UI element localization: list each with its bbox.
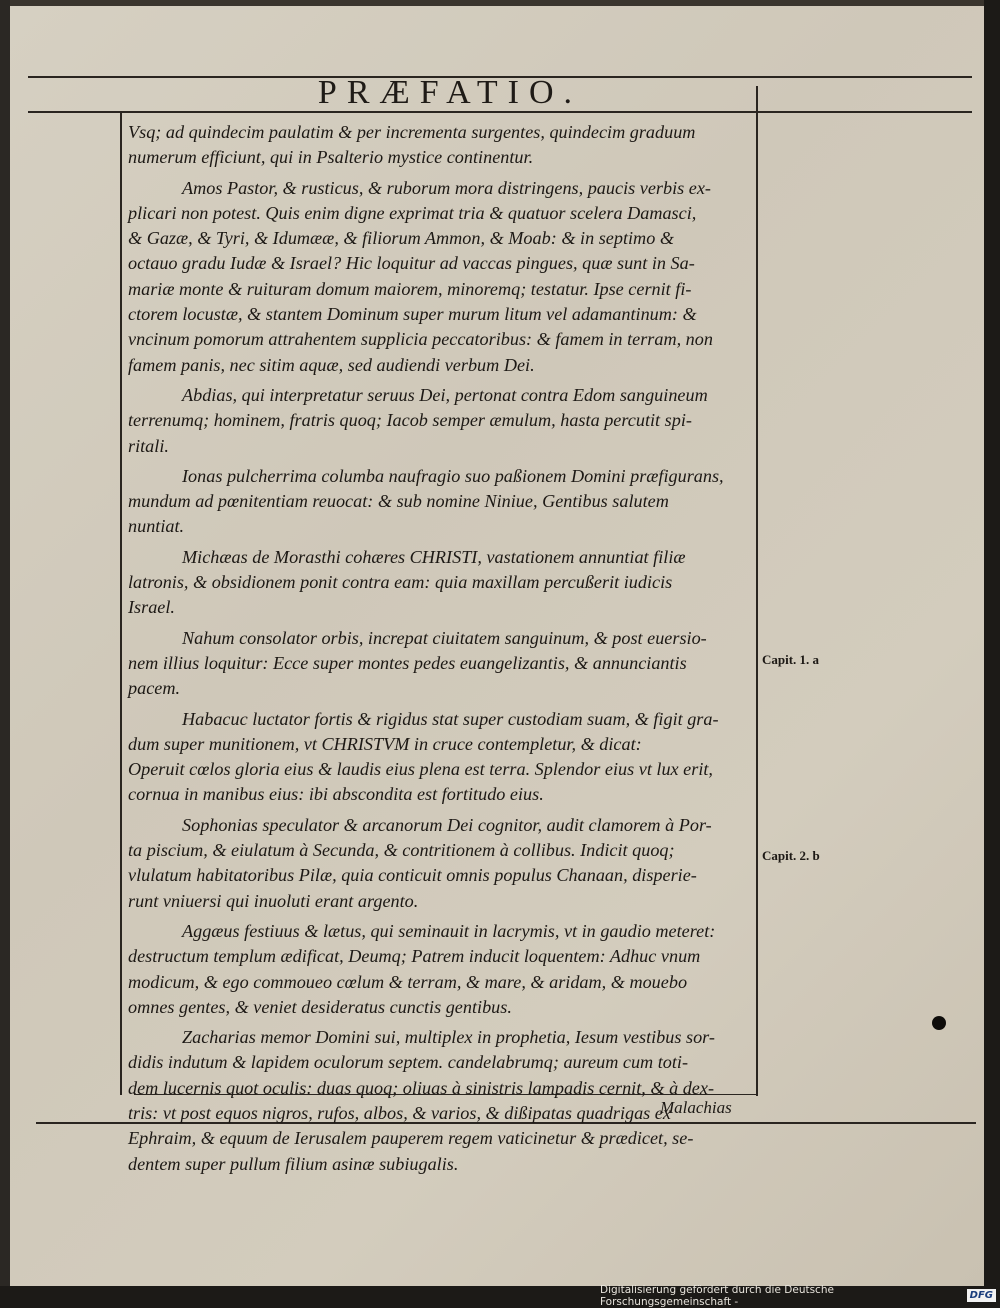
- paragraph: [128, 464, 756, 540]
- text-line: ritali.: [128, 435, 169, 456]
- text-line: mundum ad pœnitentiam reuocat: & sub nomine Niniue, Gentibus salutem: [128, 491, 669, 512]
- text-line: Abdias, qui interpretatur seruus Dei, pertonat contra Edom sanguineum: [182, 384, 708, 405]
- text-line: plicari non potest. Quis enim digne exprimat tria & quatuor scelera Damasci,: [128, 202, 697, 223]
- paragraph: [128, 707, 756, 808]
- text-line: nuntiat.: [128, 516, 185, 537]
- text-line: famem panis, nec sitim aquæ, sed audiendi verbum Dei.: [128, 354, 535, 375]
- text-line: pacem.: [128, 678, 181, 699]
- text-line: tris: vt post equos nigros, rufos, albos, & varios, & dißipatas quadrigas ex: [128, 1102, 671, 1123]
- text-line: didis indutum & lapidem oculorum septem. candelabrumq; aureum cum toti-: [128, 1052, 689, 1073]
- text-line: cornua in manibus eius: ibi abscondita est fortitudo eius.: [128, 784, 544, 805]
- text-line: dem lucernis quot oculis: duas quoq; oliuas à sinistris lampadis cernit, & à dex-: [128, 1077, 715, 1098]
- paragraph: [128, 813, 756, 914]
- binding-hole: [932, 1016, 946, 1030]
- text-line: Aggæus festiuus & lætus, qui seminauit in lacrymis, vt in gaudio meteret:: [182, 920, 716, 941]
- text-line: Habacuc luctator fortis & rigidus stat super custodiam suam, & figit gra-: [182, 708, 719, 729]
- text-line: dentem super pullum filium asinæ subiugalis.: [128, 1153, 459, 1174]
- text-line: Ephraim, & equum de Ierusalem pauperem regem vaticinetur & prædicet, se-: [128, 1128, 694, 1149]
- text-line: Amos Pastor, & rusticus, & ruborum mora distringens, paucis verbis ex-: [182, 177, 711, 198]
- text-line: Zacharias memor Domini sui, multiplex in prophetia, Iesum vestibus sor-: [182, 1027, 715, 1048]
- paragraph: [128, 919, 756, 1020]
- running-head: PRÆFATIO.: [317, 74, 583, 111]
- text-line: Sophonias speculator & arcanorum Dei cognitor, audit clamorem à Por-: [182, 814, 712, 835]
- left-border: [120, 113, 122, 1095]
- text-line: latronis, & obsidionem ponit contra eam: quia maxillam percußerit iudicis: [128, 572, 673, 593]
- top-edge: [0, 0, 984, 6]
- text-line: Vsq; ad quindecim paulatim & per incrementa surgentes, quindecim graduum: [128, 122, 696, 142]
- page-spine: [0, 0, 10, 1286]
- text-line: Ionas pulcherrima columba naufragio suo paßionem Domini præfigurans,: [182, 465, 724, 486]
- text-line: nem illius loquitur: Ecce super montes pedes euangelizantis, & annunciantis: [128, 652, 687, 673]
- text-line: vncinum pomorum attrahentem supplicia peccatoribus: & famem in terram, non: [128, 329, 713, 350]
- right-border: [756, 86, 758, 1096]
- text-line: Israel.: [128, 597, 175, 618]
- text-line: ctorem locustæ, & stantem Dominum super murum litum vel adamantinum: &: [128, 304, 697, 325]
- text-line: Michæas de Morasthi cohæres CHRISTI, vastationem annuntiat filiæ: [182, 546, 686, 567]
- text-line: dum super munitionem, vt CHRISTVM in cruce contempletur, & dicat:: [128, 733, 642, 754]
- margin-note-2: Capit. 2. b: [762, 848, 820, 863]
- text-line: numerum efficiunt, qui in Psalterio mystice continentur.: [128, 147, 534, 168]
- text-line: omnes gentes, & veniet desideratus cunctis gentibus.: [128, 996, 512, 1017]
- footer: [600, 1283, 1000, 1308]
- text-line: vlulatum habitatoribus Pilæ, quia conticuit omnis populus Chanaan, disperie-: [128, 865, 697, 886]
- text-block: [128, 120, 756, 1182]
- text-line: runt vniuersi qui inuoluti erant argento.: [128, 890, 419, 911]
- text-line: ta piscium, & eiulatum à Secunda, & contritionem à collibus. Indicit quoq;: [128, 840, 675, 861]
- dfg-logo: DFG: [967, 1289, 996, 1302]
- text-line: octauo gradu Iudæ & Israel? Hic loquitur ad vaccas pingues, quæ sunt in Sa-: [128, 253, 695, 274]
- paragraph: [128, 176, 756, 378]
- footer-text: Digitalisierung gefördert durch die Deutsche Forschungsgemeinschaft -: [600, 1283, 834, 1308]
- text-line: Operuit cœlos gloria eius & laudis eius plena est terra. Splendor eius vt lux erit,: [128, 759, 713, 780]
- text-line: & Gazæ, & Tyri, & Idumææ, & filiorum Ammon, & Moab: & in septimo &: [128, 228, 674, 249]
- text-line: terrenumq; hominem, fratris quoq; Iacob semper æmulum, hasta percutit spi-: [128, 410, 692, 431]
- margin-note-1: Capit. 1. a: [762, 652, 820, 667]
- paragraph: [128, 545, 756, 621]
- paragraph: [128, 383, 756, 459]
- paragraph: [128, 626, 756, 702]
- text-line: Nahum consolator orbis, increpat ciuitatem sanguinum, & post euersio-: [182, 627, 707, 648]
- text-line: mariæ monte & ruituram domum maiorem, minoremq; testatur. Ipse cernit fi-: [128, 278, 692, 299]
- text-line: modicum, & ego commoueo cœlum & terram, & mare, & aridam, & mouebo: [128, 971, 688, 992]
- paragraph: [128, 120, 756, 171]
- text-line: destructum templum ædificat, Deumq; Patrem inducit loquentem: Adhuc vnum: [128, 946, 701, 967]
- catchword: Malachias: [660, 1098, 732, 1117]
